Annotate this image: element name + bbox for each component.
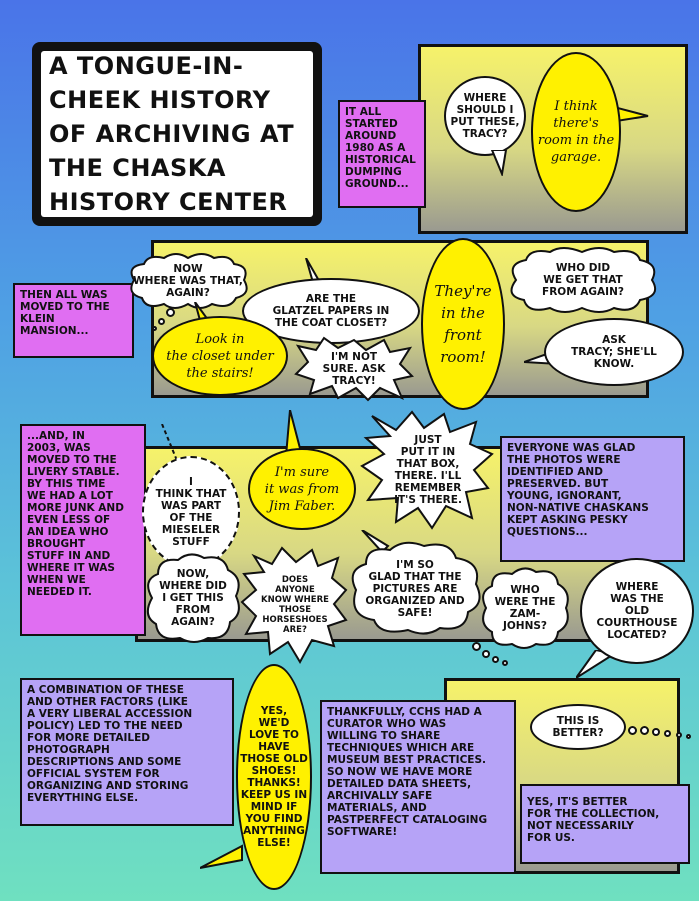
speech-bubble-ask-tracy: ASK TRACY; SHE'LL KNOW. — [544, 318, 684, 386]
speech-bubble-not-sure: I'M NOT SURE. ASK TRACY! — [294, 336, 414, 402]
thought-bubble-garage: I think there's room in the garage. — [531, 52, 621, 212]
thought-bubble-closet: Look in the closet under the stairs! — [152, 316, 288, 396]
title-box — [32, 42, 322, 226]
caption-3-left-text: ...AND, IN 2003, WAS MOVED TO THE LIVERY STABLE. BY THIS TIME WE HAD A LOT MORE JUNK AND EVEN LESS OF AN IDEA WHO BROUGHT STUFF IN AND WHERE IT WAS WHEN WE NEEDED IT. — [27, 430, 124, 598]
speech-bubble-glatzel: ARE THE GLATZEL PAPERS IN THE COAT CLOSET? — [242, 278, 420, 344]
thought-dot — [492, 656, 499, 663]
speech-bubble-where-should: WHERE SHOULD I PUT THESE, TRACY? — [444, 76, 526, 156]
thought-dot — [628, 726, 637, 735]
thought-dot — [652, 728, 660, 736]
thought-dot — [502, 660, 508, 666]
caption-4-mid — [320, 700, 516, 874]
caption-2-text: THEN ALL WAS MOVED TO THE KLEIN MANSION... — [20, 289, 110, 337]
bubble-tail — [490, 150, 510, 180]
caption-3-right-text: EVERYONE WAS GLAD THE PHOTOS WERE IDENTIFIED AND PRESERVED. BUT YOUNG, IGNORANT, NON-NATIVE CHASKANS KEPT ASKING PESKY QUESTIONS... — [507, 442, 649, 538]
thought-bubble-jim-faber: I'm sure it was from Jim Faber. — [248, 448, 356, 530]
speech-bubble-now-where: NOW WHERE WAS THAT, AGAIN? — [124, 252, 252, 310]
caption-3-right — [500, 436, 685, 562]
bubble-tail — [200, 844, 244, 874]
speech-bubble-courthouse: WHERE WAS THE OLD COURTHOUSE LOCATED? — [580, 558, 694, 664]
thought-dot — [676, 732, 682, 738]
thought-dot — [640, 726, 649, 735]
speech-bubble-old-shoes: YES, WE'D LOVE TO HAVE THOSE OLD SHOES! THANKS! KEEP US IN MIND IF YOU FIND ANYTHING ELSE! — [236, 664, 312, 890]
speech-bubble-this-is-better: THIS IS BETTER? — [530, 704, 626, 750]
caption-4-right — [520, 784, 690, 864]
thought-dot — [166, 308, 175, 317]
thought-dot — [664, 730, 671, 737]
caption-4-mid-text: THANKFULLY, CCHS HAD A CURATOR WHO WAS WILLING TO SHARE TECHNIQUES WHICH ARE MUSEUM BEST PRACTICES. SO NOW WE HAVE MORE DETAILED DATA SHEETS, ARCHIVALLY SAFE MATERIALS, AND PASTPERFECT CATALOGING SOFTWARE! — [327, 706, 488, 838]
caption-3-left — [20, 424, 146, 636]
speech-bubble-horseshoes: DOES ANYONE KNOW WHERE THOSE HORSESHOES ARE? — [242, 546, 348, 664]
thought-dot — [482, 650, 490, 658]
speech-bubble-who-did: WHO DID WE GET THAT FROM AGAIN? — [504, 246, 662, 314]
thought-dot — [158, 318, 165, 325]
speech-bubble-mieseler: I THINK THAT WAS PART OF THE MIESELER STUFF — [142, 456, 240, 568]
caption-1 — [338, 100, 426, 208]
thought-dot — [472, 642, 481, 651]
page-title: A TONGUE-IN-CHEEK HISTORY OF ARCHIVING AT THE CHASKA HISTORY CENTER — [49, 52, 295, 216]
caption-4-left-text: A COMBINATION OF THESE AND OTHER FACTORS (LIKE A VERY LIBERAL ACCESSION POLICY) LED TO THE NEED FOR MORE DETAILED PHOTOGRAPH DESCRIPTIONS AND SOME OFFICIAL SYSTEM FOR ORGANIZING AND STORING EVERYTHING ELSE. — [27, 684, 193, 804]
thought-dot — [152, 326, 157, 331]
speech-bubble-now-where-did: NOW, WHERE DID I GET THIS FROM AGAIN? — [142, 552, 244, 644]
caption-4-right-text: YES, IT'S BETTER FOR THE COLLECTION, NOT NECESSARILY FOR US. — [527, 796, 660, 844]
caption-4-left — [20, 678, 234, 826]
thought-bubble-front-room: They're in the front room! — [421, 238, 505, 410]
thought-dot — [686, 734, 691, 739]
speech-bubble-just-put: JUST PUT IT IN THAT BOX, THERE. I'LL REMEMBER IT'S THERE. — [362, 410, 494, 530]
caption-1-text: IT ALL STARTED AROUND 1980 AS A HISTORICAL DUMPING GROUND... — [345, 106, 416, 190]
speech-bubble-zam-johns: WHO WERE THE ZAM- JOHNS? — [478, 566, 572, 650]
caption-2 — [13, 283, 134, 358]
speech-bubble-so-glad: I'M SO GLAD THAT THE PICTURES ARE ORGANIZED AND SAFE! — [344, 540, 486, 638]
